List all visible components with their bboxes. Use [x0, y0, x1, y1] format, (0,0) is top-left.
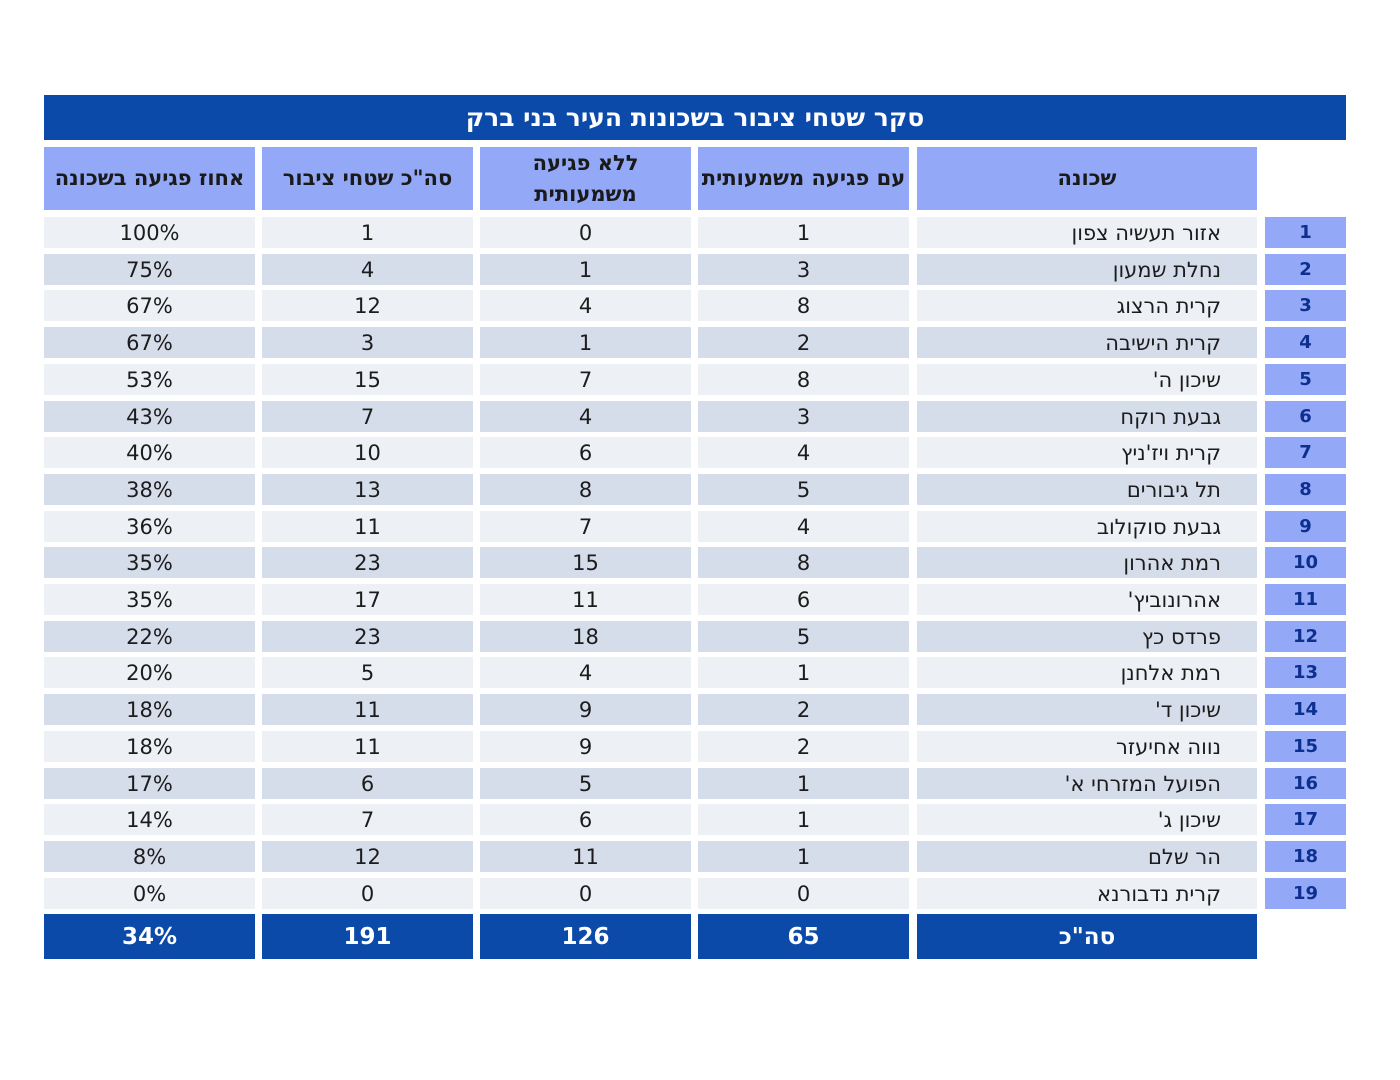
total-public-value: 4 — [262, 254, 473, 285]
pct-impact-value: 0% — [44, 878, 255, 909]
pct-impact-value: 20% — [44, 657, 255, 688]
row-index: 12 — [1265, 621, 1346, 652]
row-index: 9 — [1265, 511, 1346, 542]
neighborhood-name: רמת אלחנן — [917, 657, 1257, 688]
without-impact-value: 4 — [480, 290, 691, 321]
neighborhood-name: אהרונוביץ' — [917, 584, 1257, 615]
total-public-value: 7 — [262, 401, 473, 432]
row-index: 10 — [1265, 547, 1346, 578]
totals-with-impact: 65 — [698, 914, 909, 959]
totals-without-impact: 126 — [480, 914, 691, 959]
without-impact-value: 6 — [480, 437, 691, 468]
row-index: 7 — [1265, 437, 1346, 468]
with-impact-value: 3 — [698, 401, 909, 432]
neighborhood-name: קרית הרצוג — [917, 290, 1257, 321]
total-public-value: 5 — [262, 657, 473, 688]
with-impact-value: 2 — [698, 327, 909, 358]
neighborhood-name: גבעת סוקולוב — [917, 511, 1257, 542]
total-public-value: 3 — [262, 327, 473, 358]
pct-impact-value: 43% — [44, 401, 255, 432]
neighborhood-name: תל גיבורים — [917, 474, 1257, 505]
row-index: 17 — [1265, 804, 1346, 835]
total-public-value: 7 — [262, 804, 473, 835]
neighborhood-name: נווה אחיעזר — [917, 731, 1257, 762]
pct-impact-value: 8% — [44, 841, 255, 872]
neighborhood-name: רמת אהרון — [917, 547, 1257, 578]
header-without-impact: ללא פגיעה משמעותית — [480, 147, 691, 210]
with-impact-value: 1 — [698, 768, 909, 799]
pct-impact-value: 100% — [44, 217, 255, 248]
pct-impact-value: 53% — [44, 364, 255, 395]
row-index: 2 — [1265, 254, 1346, 285]
with-impact-value: 8 — [698, 290, 909, 321]
without-impact-value: 7 — [480, 364, 691, 395]
with-impact-value: 1 — [698, 804, 909, 835]
total-public-value: 12 — [262, 841, 473, 872]
total-public-value: 11 — [262, 511, 473, 542]
pct-impact-value: 40% — [44, 437, 255, 468]
row-index: 4 — [1265, 327, 1346, 358]
neighborhood-name: שיכון ה' — [917, 364, 1257, 395]
total-public-value: 1 — [262, 217, 473, 248]
with-impact-value: 5 — [698, 621, 909, 652]
pct-impact-value: 18% — [44, 694, 255, 725]
row-index: 19 — [1265, 878, 1346, 909]
row-index: 13 — [1265, 657, 1346, 688]
row-index: 3 — [1265, 290, 1346, 321]
with-impact-value: 2 — [698, 694, 909, 725]
without-impact-value: 9 — [480, 731, 691, 762]
with-impact-value: 3 — [698, 254, 909, 285]
pct-impact-value: 36% — [44, 511, 255, 542]
without-impact-value: 7 — [480, 511, 691, 542]
pct-impact-value: 35% — [44, 584, 255, 615]
total-public-value: 23 — [262, 621, 473, 652]
header-total-public: סה"כ שטחי ציבור — [262, 147, 473, 210]
total-public-value: 12 — [262, 290, 473, 321]
without-impact-value: 18 — [480, 621, 691, 652]
pct-impact-value: 67% — [44, 290, 255, 321]
pct-impact-value: 22% — [44, 621, 255, 652]
pct-impact-value: 75% — [44, 254, 255, 285]
total-public-value: 11 — [262, 731, 473, 762]
total-public-value: 10 — [262, 437, 473, 468]
neighborhood-name: פרדס כץ — [917, 621, 1257, 652]
without-impact-value: 0 — [480, 878, 691, 909]
total-public-value: 17 — [262, 584, 473, 615]
neighborhood-name: אזור תעשיה צפון — [917, 217, 1257, 248]
header-neighborhood: שכונה — [917, 147, 1257, 210]
neighborhood-name: שיכון ד' — [917, 694, 1257, 725]
with-impact-value: 0 — [698, 878, 909, 909]
row-index: 8 — [1265, 474, 1346, 505]
with-impact-value: 1 — [698, 841, 909, 872]
without-impact-value: 1 — [480, 327, 691, 358]
with-impact-value: 4 — [698, 511, 909, 542]
header-with-impact: עם פגיעה משמעותית — [698, 147, 909, 210]
row-index: 1 — [1265, 217, 1346, 248]
row-index: 16 — [1265, 768, 1346, 799]
header-pct-impact: אחוז פגיעה בשכונה — [44, 147, 255, 210]
without-impact-value: 8 — [480, 474, 691, 505]
totals-pct-impact: 34% — [44, 914, 255, 959]
pct-impact-value: 14% — [44, 804, 255, 835]
total-public-value: 6 — [262, 768, 473, 799]
neighborhood-name: קרית נדבורנא — [917, 878, 1257, 909]
with-impact-value: 4 — [698, 437, 909, 468]
row-index: 6 — [1265, 401, 1346, 432]
row-index: 15 — [1265, 731, 1346, 762]
neighborhood-name: שיכון ג' — [917, 804, 1257, 835]
without-impact-value: 6 — [480, 804, 691, 835]
pct-impact-value: 18% — [44, 731, 255, 762]
neighborhood-name: קרית הישיבה — [917, 327, 1257, 358]
with-impact-value: 8 — [698, 547, 909, 578]
table-title: סקר שטחי ציבור בשכונות העיר בני ברק — [44, 95, 1346, 140]
neighborhood-name: גבעת רוקח — [917, 401, 1257, 432]
with-impact-value: 1 — [698, 657, 909, 688]
without-impact-value: 1 — [480, 254, 691, 285]
without-impact-value: 11 — [480, 584, 691, 615]
row-index: 11 — [1265, 584, 1346, 615]
with-impact-value: 8 — [698, 364, 909, 395]
without-impact-value: 0 — [480, 217, 691, 248]
pct-impact-value: 38% — [44, 474, 255, 505]
neighborhood-name: הפועל המזרחי א' — [917, 768, 1257, 799]
pct-impact-value: 67% — [44, 327, 255, 358]
without-impact-value: 11 — [480, 841, 691, 872]
row-index: 18 — [1265, 841, 1346, 872]
without-impact-value: 15 — [480, 547, 691, 578]
with-impact-value: 5 — [698, 474, 909, 505]
totals-total-public: 191 — [262, 914, 473, 959]
total-public-value: 0 — [262, 878, 473, 909]
total-public-value: 13 — [262, 474, 473, 505]
pct-impact-value: 35% — [44, 547, 255, 578]
totals-label: סה"כ — [917, 914, 1257, 959]
without-impact-value: 5 — [480, 768, 691, 799]
row-index: 5 — [1265, 364, 1346, 395]
with-impact-value: 6 — [698, 584, 909, 615]
with-impact-value: 2 — [698, 731, 909, 762]
row-index: 14 — [1265, 694, 1346, 725]
without-impact-value: 9 — [480, 694, 691, 725]
with-impact-value: 1 — [698, 217, 909, 248]
total-public-value: 15 — [262, 364, 473, 395]
total-public-value: 11 — [262, 694, 473, 725]
neighborhood-name: הר שלם — [917, 841, 1257, 872]
neighborhood-name: נחלת שמעון — [917, 254, 1257, 285]
neighborhood-name: קרית ויז'ניץ — [917, 437, 1257, 468]
pct-impact-value: 17% — [44, 768, 255, 799]
without-impact-value: 4 — [480, 657, 691, 688]
total-public-value: 23 — [262, 547, 473, 578]
without-impact-value: 4 — [480, 401, 691, 432]
